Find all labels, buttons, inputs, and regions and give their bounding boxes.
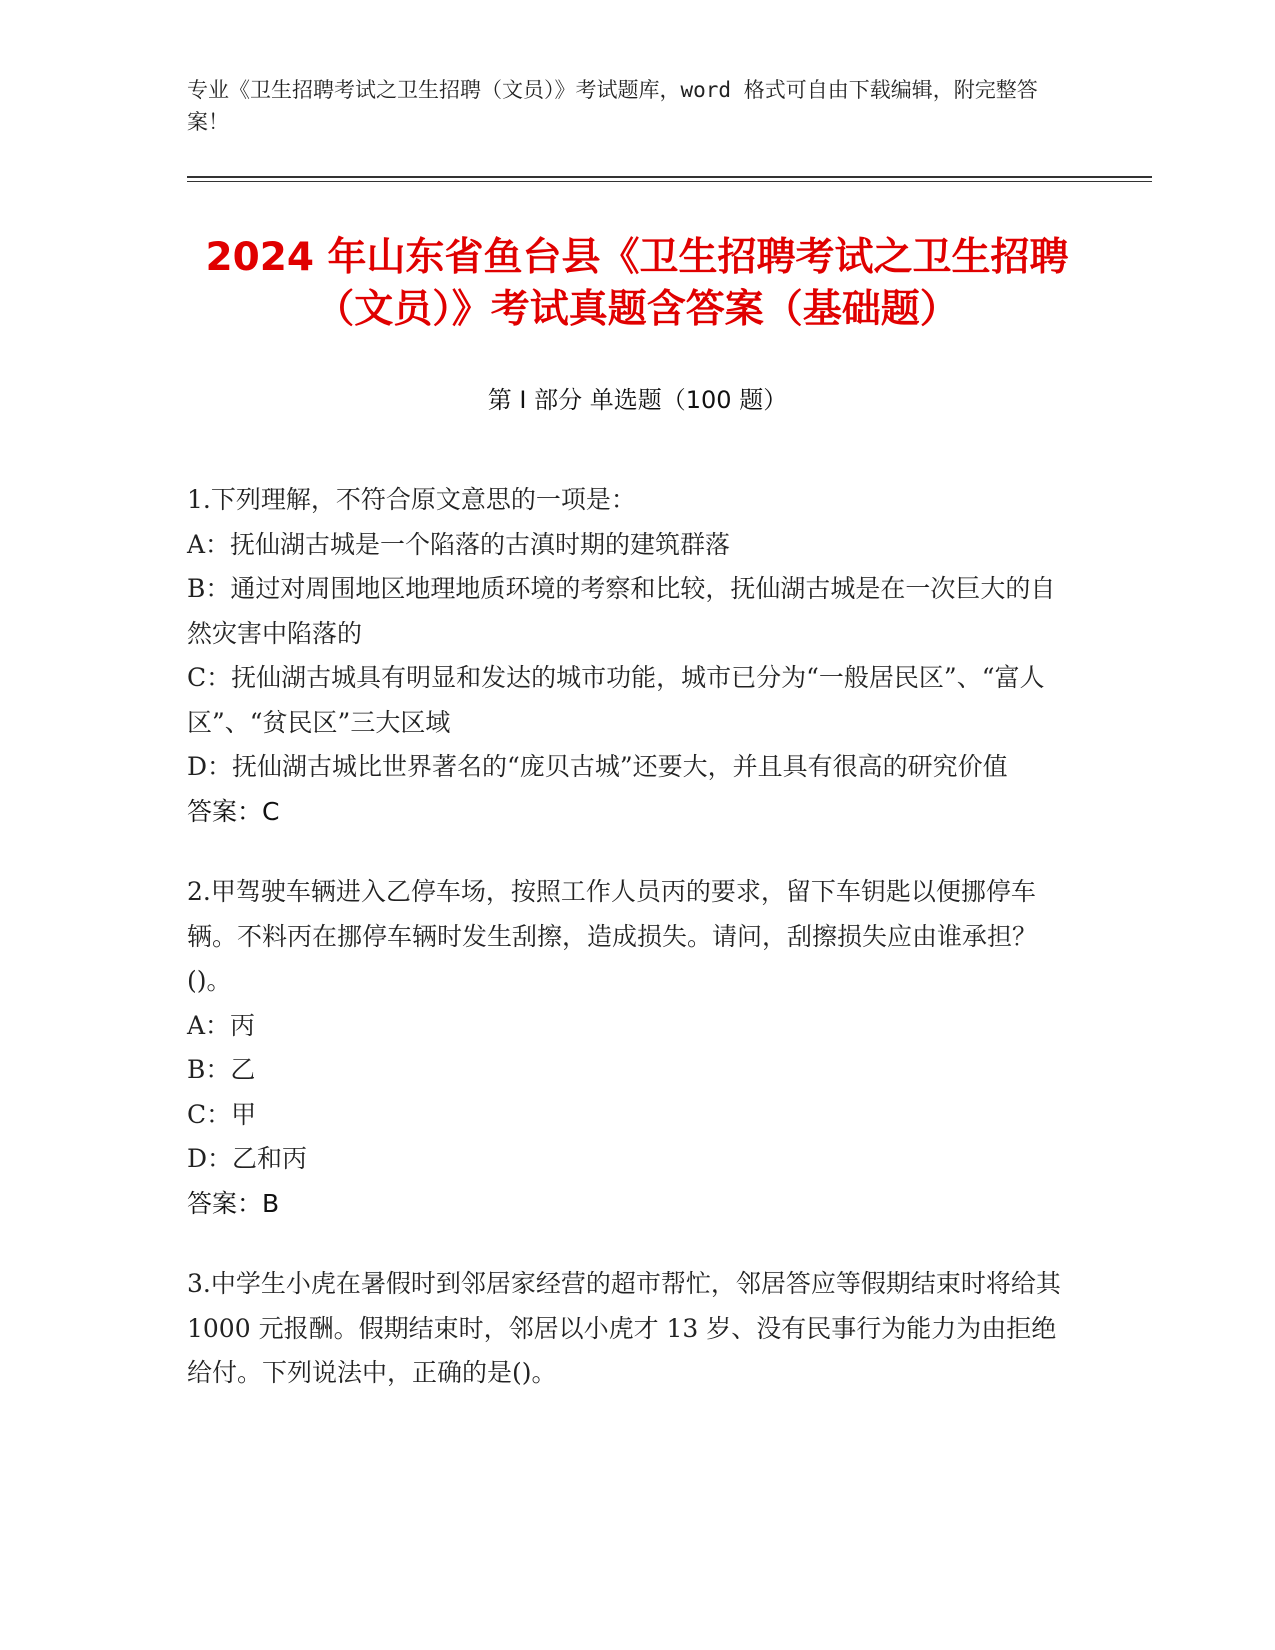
question-3 [187, 1262, 1067, 1396]
option-d: D：抚仙湖古城比世界著名的“庞贝古城”还要大，并且具有很高的研究价值 [187, 752, 1008, 781]
header-divider-thin [187, 181, 1152, 182]
section-title: 第 I 部分 单选题（100 题） [487, 386, 788, 414]
option-b: B：通过对周围地区地理地质环境的考察和比较，抚仙湖古城是在一次巨大的自然灾害中陷落的 [187, 574, 1056, 648]
question-list [187, 478, 1067, 1432]
option-b: B：乙 [187, 1055, 256, 1084]
option-c: C：抚仙湖古城具有明显和发达的城市功能，城市已分为“一般居民区”、“富人区”、“贫民区”三大区域 [187, 663, 1045, 737]
answer: 答案：B [187, 1188, 280, 1218]
answer: 答案：C [187, 796, 280, 826]
option-c: C：甲 [187, 1099, 257, 1129]
header-note: 专业《卫生招聘考试之卫生招聘（文员）》考试题库，word 格式可自由下载编辑，附完整答案！ [187, 78, 1038, 134]
document-title: 2024 年山东省鱼台县《卫生招聘考试之卫生招聘（文员）》考试真题含答案（基础题） [205, 235, 1069, 332]
question-2 [187, 870, 1067, 1226]
option-a: A：抚仙湖古城是一个陷落的古滇时期的建筑群落 [187, 529, 731, 559]
question-stem: 1.下列理解，不符合原文意思的一项是： [187, 485, 636, 514]
header-divider [187, 176, 1152, 178]
question-stem: 3.中学生小虎在暑假时到邻居家经营的超市帮忙，邻居答应等假期结束时将给其 1000 元报酬。假期结束时，邻居以小虎才 13 岁、没有民事行为能力为由拒绝给付。下列说法中，正确的是()。 [187, 1269, 1061, 1387]
option-a: A：丙 [187, 1010, 256, 1040]
question-1 [187, 478, 1067, 834]
option-d: D：乙和丙 [187, 1144, 308, 1173]
question-stem: 2.甲驾驶车辆进入乙停车场，按照工作人员丙的要求，留下车钥匙以便挪停车辆。不料丙在挪停车辆时发生刮擦，造成损失。请问，刮擦损失应由谁承担？()。 [187, 877, 1038, 995]
